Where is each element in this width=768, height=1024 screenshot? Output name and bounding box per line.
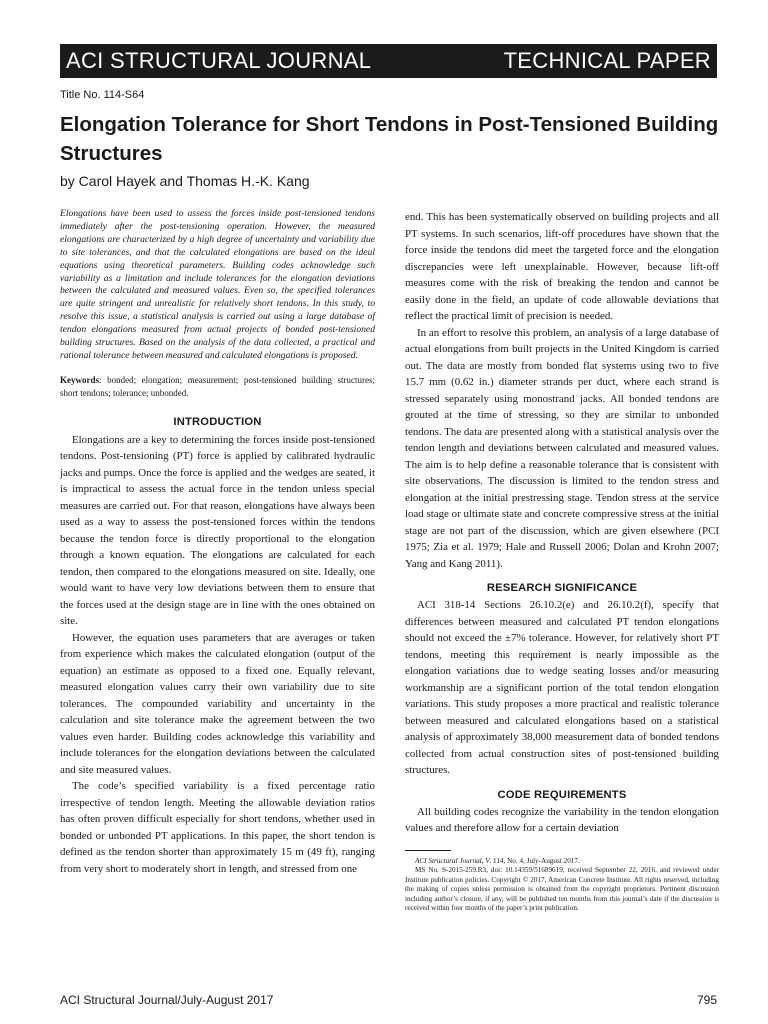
intro-paragraph-1: Elongations are a key to determining the forces inside post-tensioned tendons. Post-tensioning (PT) force is applied by calibrated hydraulic jacks and pumps. Once the force is applied and the wedges are seated, it is impractical to assess the actual force in the tendon unless special measures are carried out. For that reason, elongations have always been used as a way to assess the post-tensioned forces within the tendons because the tendon force is directly proportional to the elongation through a known equation. The elongations are calculated for each tendon, then compared to the elongations measured on site. Ideally, one would want to have very low deviations between them to ensure that the forces used at the design stage are in line with the ones obtained on site. — [60, 433, 375, 628]
introduction-heading: INTRODUCTION — [173, 415, 262, 428]
footer-journal-issue: ACI Structural Journal/July-August 2017 — [60, 993, 274, 1007]
right-column — [405, 209, 719, 914]
code-requirements-heading: CODE REQUIREMENTS — [497, 788, 627, 801]
title-number: Title No. 114-S64 — [60, 89, 145, 101]
paper-title: Elongation Tolerance for Short Tendons in Post-Tensioned Building Structures — [60, 113, 719, 165]
footnote-journal: ACI Structural Journal — [415, 856, 482, 865]
intro-continued-paragraph-2: In an effort to resolve this problem, an analysis of a large database of actual elongations from built projects in the United Kingdom is carried out. The data are mostly from bonded flat systems using two to five 15.7 mm (0.62 in.) diameter strands per duct, where each strand is stressed separately using monostrand jacks. All bonded tendons are grouted at the time of stressing, so they are similar to unbonded tendons. The data are presented along with a statistical analysis over the tendon length and deviations between calculated and measured values. The aim is to help define a reasonable tolerance that is consistent with site observations. The discussion is limited to the tendon stress and elongation at the initial prestressing stage. Tendon stress at the service load stage or ultimate state and concrete compressive stress at the initial stage are not part of the discussion, which are given elsewhere (PCI 1975; Zia et al. 1979; Hale and Russell 2006; Dolan and Krohn 2007; Yang and Kang 2011). — [405, 326, 719, 570]
abstract: Elongations have been used to assess the forces inside post-tensioned tendons immediately after the post-tensioning operation. However, the measured elongations are characterized by a high degree of uncertainty and variability due to site tolerances, and that the calculated elongations are based on the ideal equations using theoretical parameters. Building codes acknowledge such variability as a limitation and include tolerances for the elongation deviations between the calculated and measured values. Even so, the specified tolerances are quite stringent and unrealistic for relatively short tendons. In this study, to resolve this issue, a statistical analysis is carried out using a large database of tendon elongations measured from actual projects of bonded post-tensioned building structures. Based on the analysis of the data collected, a practical and rational tolerance between measured and calculated elongations is proposed. — [60, 208, 375, 361]
intro-continued-paragraph-1: end. This has been systematically observed on building projects and all PT systems. In such scenarios, lift-off procedures have shown that the force inside the tendons did meet the targeted force and the elongation discrepancies were left unexplainable. However, because lift-off measures come with the risk of breaking the tendon and cannot be easily done in the field, an update of code allowable deviations that reflect the practical limit of precision is needed. — [405, 211, 719, 322]
keywords-label: Keywords — [60, 374, 99, 385]
footnote-details: MS No. S-2015-259.R3, doi: 10.14359/51689619, received September 22, 2016, and reviewed under Institute publication policies. Copyright © 2017, American Concrete Institute. All rights reserved, including the making of copies unless permission is obtained from the copyright proprietors. Pertinent discussion including author’s closure, if any, will be published ten months from this journal’s date if the discussion is received within four months of the paper’s print publication. — [405, 866, 719, 913]
intro-paragraph-2: However, the equation uses parameters that are averages or taken from experience which makes the calculated elongation (output of the equation) an estimate as opposed to a fixed one. Equally relevant, measured elongation values carry their own variability due to site tolerances. The compounded variability and uncertainty in the calculation and site tolerance make the agreement between the two values even harder. Building codes acknowledge this variability and include tolerances for the elongation deviations between the calculated and site measured values. — [60, 631, 375, 776]
footnote-divider — [405, 850, 451, 851]
footnote-volume: , V. 114, No. 4, July-August 2017. — [481, 856, 580, 865]
paper-type: TECHNICAL PAPER — [503, 48, 711, 73]
journal-name: ACI STRUCTURAL JOURNAL — [66, 48, 372, 73]
footnote-citation — [405, 857, 719, 867]
journal-banner — [60, 44, 717, 78]
keywords — [60, 374, 375, 400]
authors: by Carol Hayek and Thomas H.-K. Kang — [60, 173, 310, 189]
keywords-text: : bonded; elongation; measurement; post-tensioned building structures; short tendons; tolerance; unbonded. — [60, 374, 375, 398]
intro-paragraph-3: The code’s specified variability is a fixed percentage ratio irrespective of tendon length. Meeting the allowable deviation ratios has often proven difficult especially for short tendons, whether used in bonded or unbonded PT applications. In this paper, the short tendon is defined as the tendon shorter than approximately 15 m (49 ft), ranging from very short to moderately short in length, and stressed from one — [60, 780, 375, 875]
left-column — [60, 208, 375, 877]
page-number: 795 — [696, 993, 717, 1007]
research-significance-paragraph: ACI 318-14 Sections 26.10.2(e) and 26.10.2(f), specify that differences between measured and calculated PT tendon elongations should not exceed the ±7% tolerance. However, for relatively short PT tendons, meeting this requirement is nearly impossible as the elongation variations due to wedge seating losses and/or measuring workmanship are a significant portion of the total tendon elongation variations. This study proposes a more practical and realistic tolerance between measured and calculated elongations based on a statistical analysis of approximately 38,000 measurement data of bonded tendons collected from actual construction sites of post-tensioned building structures. — [405, 599, 719, 776]
code-requirements-paragraph: All building codes recognize the variability in the tendon elongation values and therefore allow for a certain deviation — [405, 805, 719, 834]
research-significance-heading: RESEARCH SIGNIFICANCE — [486, 582, 638, 594]
